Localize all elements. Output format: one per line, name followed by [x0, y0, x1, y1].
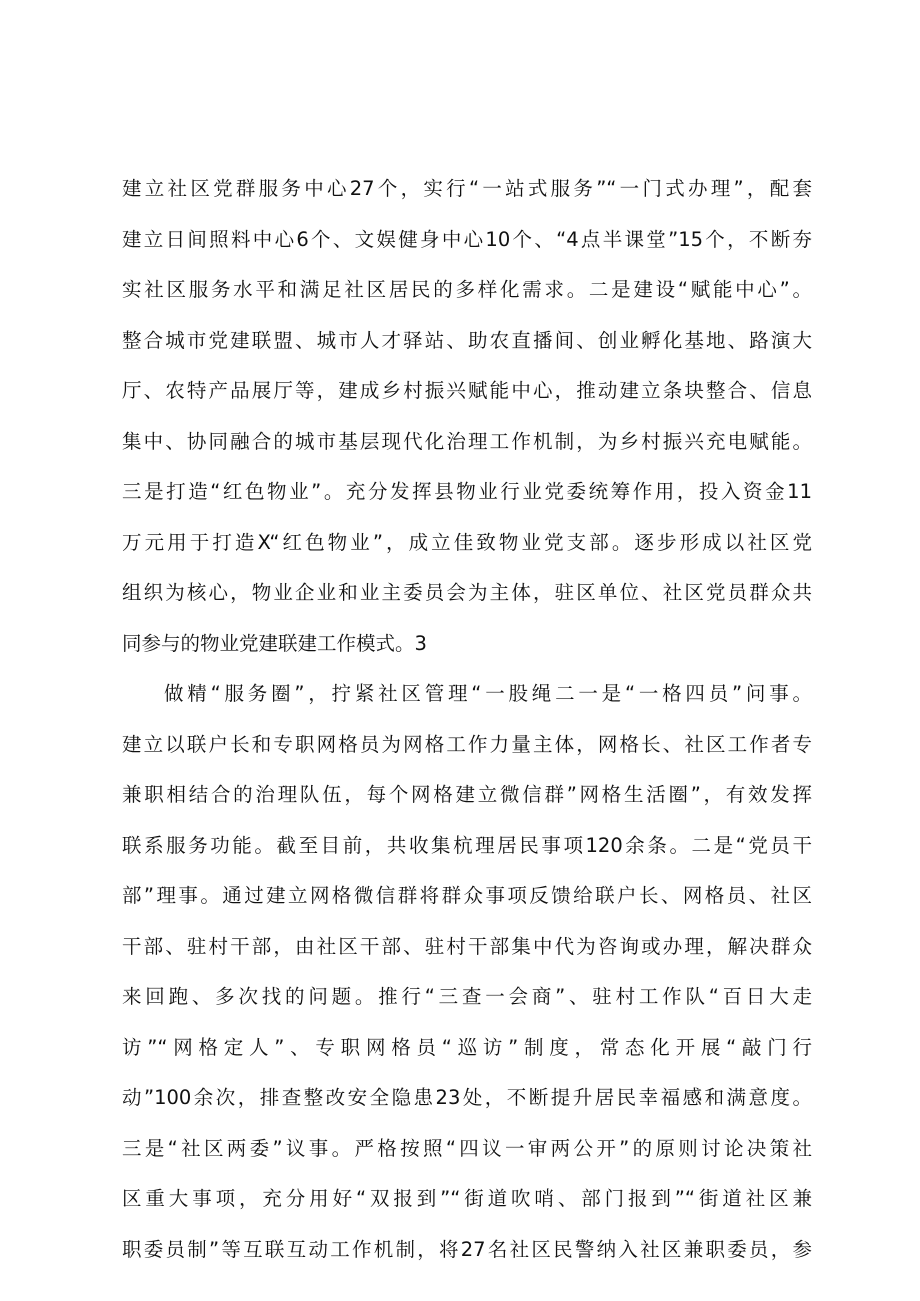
body-text: [122, 164, 812, 1275]
text-line: 兼职相结合的治理队伍，每个网格建立微信群”网格生活圈”，有效发挥: [122, 783, 812, 806]
text-line: 干部、驻村干部，由社区干部、驻村干部集中代为咨询或办理，解决群众: [122, 934, 812, 958]
text-line: 职委员制”等互联互动工作机制，将27名社区民警纳入社区兼职委员，参: [122, 1237, 812, 1261]
text-line: 来回跑、多次找的问题。推行“三查一会商”、驻村工作队“百日大走: [122, 985, 812, 1008]
text-line: 联系服务功能。截至目前，共收集杭理居民事项120余条。二是“党员干: [122, 833, 812, 857]
text-line: 组织为核心，物业企业和业主委员会为主体，驻区单位、社区党员群众共: [122, 581, 812, 604]
text-line: 访”“网格定人”、专职网格员“巡访”制度，常态化开展“敲门行: [122, 1035, 812, 1059]
text-line: 做精“服务圈”，拧紧社区管理“一股绳二一是“一格四员”问事。: [164, 682, 812, 705]
text-line: 万元用于打造X“红色物业”，成立佳致物业党支部。逐步形成以社区党: [122, 530, 812, 554]
text-line: 三是打造“红色物业”。充分发挥县物业行业党委统筹作用，投入资金11: [122, 480, 812, 503]
text-line: 建立以联户长和专职网格员为网格工作力量主体，网格长、社区工作者专: [122, 732, 812, 756]
text-line: 集中、协同融合的城市基层现代化治理工作机制，为乡村振兴充电赋能。: [122, 429, 812, 453]
text-line: 整合城市党建联盟、城市人才驿站、助农直播间、创业孵化基地、路演大: [122, 328, 812, 352]
text-line: 动”100余次，排查整改安全隐患23处，不断提升居民幸福感和满意度。: [122, 1086, 812, 1109]
text-line: 建立社区党群服务中心27个，实行“一站式服务”“一门式办理”，配套: [122, 177, 812, 200]
text-line: 同参与的物业党建联建工作模式。3: [122, 631, 427, 655]
text-line: 建立日间照料中心6个、文娱健身中心10个、“4点半课堂”15个，不断夯: [122, 227, 812, 251]
text-line: 三是“社区两委”议事。严格按照“四议一审两公开”的原则讨论决策社: [122, 1136, 812, 1160]
text-line: 部”理事。通过建立网格微信群将群众事项反馈给联户长、网格员、社区: [122, 884, 812, 907]
text-line: 厅、农特产品展厅等，建成乡村振兴赋能中心，推动建立条块整合、信息: [122, 379, 812, 402]
text-line: 实社区服务水平和满足社区居民的多样化需求。二是建设“赋能中心”。: [122, 278, 812, 301]
text-line: 区重大事项，充分用好“双报到”“街道吹哨、部门报到”“街道社区兼: [122, 1187, 812, 1210]
